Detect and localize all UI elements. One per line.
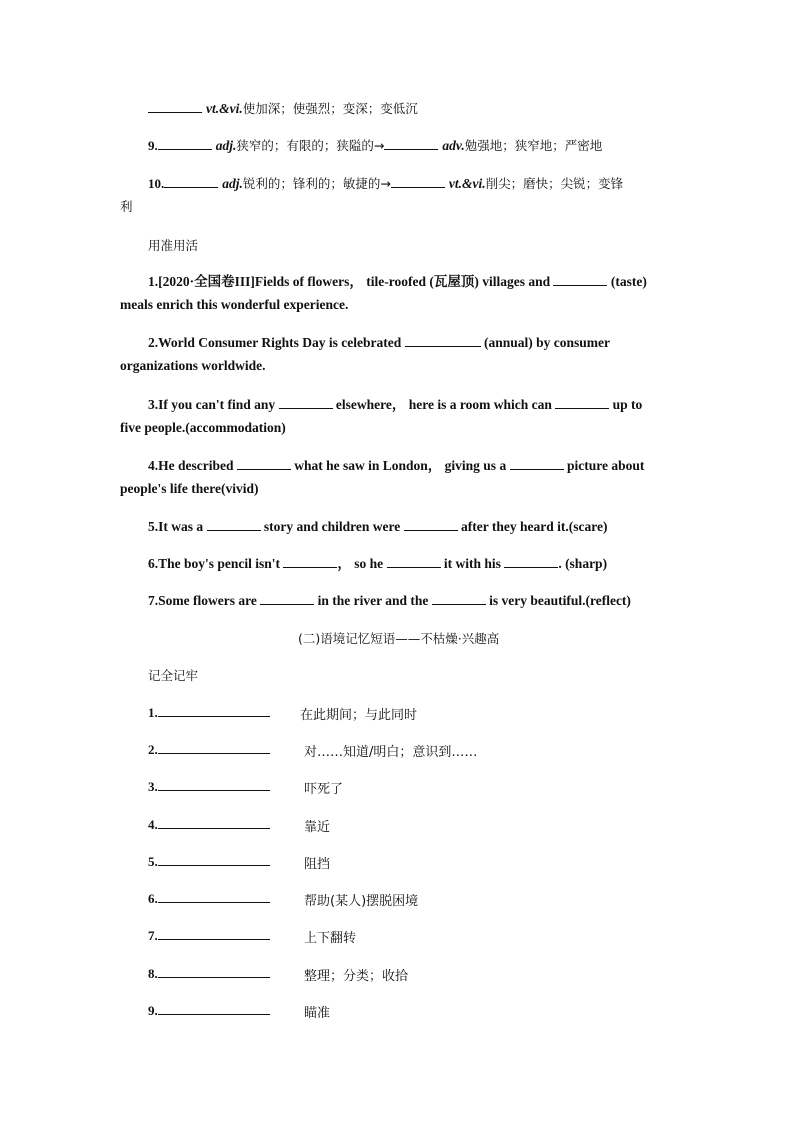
answer-blank[interactable] [432, 592, 486, 605]
phrase-meaning-6: 帮助(某人)摆脱困境 [304, 894, 419, 909]
vocab-line-10: 10. adj.锐利的；锋利的；敏捷的→ vt.&vi.削尖；磨快；尖锐；变锋 [148, 176, 624, 191]
answer-blank[interactable] [555, 396, 609, 409]
exercise-3-cont: five people.(accommodation) [120, 420, 286, 435]
exercise-3: 3.If you can't find any elsewhere， here is a room which can up to [148, 397, 643, 412]
answer-blank[interactable] [387, 555, 441, 568]
exercise-6: 6.The boy's pencil isn't ， so he it with his . (sharp) [148, 556, 608, 571]
answer-blank[interactable] [207, 518, 261, 531]
phrase-row-8: 8. [148, 965, 270, 983]
exercise-2-cont: organizations worldwide. [120, 358, 266, 373]
answer-blank[interactable] [158, 778, 270, 791]
exercise-2: 2.World Consumer Rights Day is celebrated (annual) by consumer [148, 335, 611, 350]
vocab-line-8: vt.&vi.使加深；使强烈；变深；变低沉 [148, 100, 418, 117]
phrase-meaning-9: 瞄准 [304, 1006, 331, 1021]
exercise-4: 4.He described what he saw in London， giving us a picture about [148, 458, 645, 473]
phrase-row-2: 2. [148, 741, 270, 759]
answer-blank[interactable] [237, 457, 291, 470]
phrase-meaning-3: 吓死了 [304, 782, 344, 797]
answer-blank[interactable] [283, 555, 337, 568]
vocab-line-10-wrap: 利 [120, 199, 133, 214]
answer-blank[interactable] [158, 816, 270, 829]
phrase-row-7: 7. [148, 927, 270, 945]
phrase-meaning-1: 在此期间；与此同时 [300, 708, 418, 723]
answer-blank[interactable] [158, 927, 270, 940]
phrase-meaning-4: 靠近 [304, 820, 331, 835]
exercise-5: 5.It was a story and children were after they heard it.(scare) [148, 519, 608, 534]
section-title-use: 用准用活 [148, 238, 199, 253]
answer-blank[interactable] [553, 273, 607, 286]
answer-blank[interactable] [164, 175, 218, 188]
section-subtitle-remember: 记全记牢 [148, 668, 199, 683]
exercise-7: 7.Some flowers are in the river and the is very beautiful.(reflect) [148, 593, 631, 608]
answer-blank[interactable] [510, 457, 564, 470]
vocab-line-9: 9. adj.狭窄的；有限的；狭隘的→ adv.勉强地；狭窄地；严密地 [148, 138, 603, 153]
answer-blank[interactable] [404, 518, 458, 531]
answer-blank[interactable] [279, 396, 333, 409]
answer-blank[interactable] [158, 704, 270, 717]
section-title-phrases: (二)语境记忆短语——不枯燥·兴趣高 [298, 631, 500, 646]
answer-blank[interactable] [148, 100, 202, 113]
answer-blank[interactable] [158, 741, 270, 754]
phrase-row-3: 3. [148, 778, 270, 796]
answer-blank[interactable] [405, 334, 481, 347]
exercise-1: 1.[2020·全国卷III]Fields of flowers， tile-roofed (瓦屋顶) villages and (taste) [148, 274, 647, 289]
exercise-4-cont: people's life there(vivid) [120, 481, 259, 496]
phrase-meaning-5: 阻挡 [304, 857, 331, 872]
answer-blank[interactable] [391, 175, 445, 188]
phrase-row-9: 9. [148, 1002, 270, 1020]
phrase-row-5: 5. [148, 853, 270, 871]
answer-blank[interactable] [158, 965, 270, 978]
phrase-meaning-2: 对……知道/明白；意识到…… [304, 745, 478, 760]
phrase-row-1: 1. [148, 704, 270, 722]
phrase-meaning-8: 整理；分类；收拾 [304, 969, 409, 984]
answer-blank[interactable] [260, 592, 314, 605]
answer-blank[interactable] [158, 853, 270, 866]
phrase-row-6: 6. [148, 890, 270, 908]
answer-blank[interactable] [384, 137, 438, 150]
exercise-1-cont: meals enrich this wonderful experience. [120, 297, 349, 312]
answer-blank[interactable] [504, 555, 558, 568]
answer-blank[interactable] [158, 890, 270, 903]
phrase-row-4: 4. [148, 816, 270, 834]
phrase-meaning-7: 上下翻转 [304, 931, 357, 946]
answer-blank[interactable] [158, 137, 212, 150]
answer-blank[interactable] [158, 1002, 270, 1015]
